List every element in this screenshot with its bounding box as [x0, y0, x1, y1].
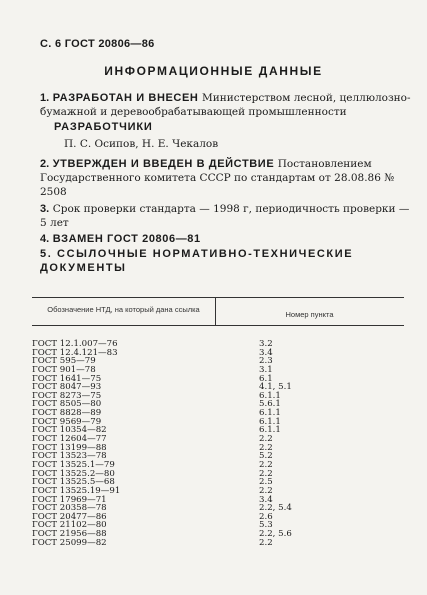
info-item-4 — [40, 232, 412, 246]
item-lead: ССЫЛОЧНЫЕ НОРМАТИВНО-ТЕХНИЧЕСКИЕ ДОКУМЕНТЫ — [40, 248, 354, 274]
document-designation: ГОСТ 20477—86 — [32, 511, 107, 522]
clause-number: 2.3 — [259, 356, 273, 367]
table-row — [32, 539, 404, 548]
clause-number: 3.1 — [259, 364, 273, 375]
item-number: 3. — [40, 203, 50, 215]
document-designation: ГОСТ 13525.19—91 — [32, 485, 121, 496]
document-designation: ГОСТ 21102—80 — [32, 520, 107, 531]
clause-number: 2.6 — [259, 511, 273, 522]
info-item-5 — [40, 247, 420, 275]
clause-number: 6.1 — [259, 373, 273, 384]
clause-number: 5.6.1 — [259, 399, 281, 410]
running-head: С. 6 ГОСТ 20806—86 — [40, 38, 155, 50]
document-designation: ГОСТ 13525.5—68 — [32, 477, 115, 488]
clause-number: 6.1.1 — [259, 390, 281, 401]
info-item-2 — [40, 157, 412, 199]
developers-heading: РАЗРАБОТЧИКИ — [54, 121, 153, 133]
document-designation: ГОСТ 13525.2—80 — [32, 468, 115, 479]
item-lead: ВЗАМЕН ГОСТ 20806—81 — [52, 233, 201, 245]
document-designation: ГОСТ 12.4.121—83 — [32, 347, 118, 358]
document-designation: ГОСТ 17969—71 — [32, 494, 107, 505]
clause-number: 3.4 — [259, 494, 273, 505]
clause-number: 2.5 — [259, 477, 273, 488]
document-designation: ГОСТ 901—78 — [32, 364, 96, 375]
clause-number: 6.1.1 — [259, 425, 281, 436]
document-designation: ГОСТ 9569—79 — [32, 416, 102, 427]
item-number: 5. — [40, 248, 53, 260]
document-designation: ГОСТ 1641—75 — [32, 373, 102, 384]
document-designation: ГОСТ 13199—88 — [32, 442, 107, 453]
clause-number: 2.2 — [259, 485, 273, 496]
clause-number: 3.2 — [259, 339, 273, 349]
item-number: 4. — [40, 233, 50, 245]
clause-number: 2.2 — [259, 434, 273, 445]
document-designation: ГОСТ 8828—89 — [32, 408, 102, 419]
document-designation: ГОСТ 20358—78 — [32, 503, 107, 514]
item-text: Министерством лесной, целлюлозно-бумажной и деревообрабатывающей промышленности — [40, 92, 411, 118]
info-item-3 — [40, 202, 412, 230]
clause-number: 6.1.1 — [259, 408, 281, 419]
column-header-document: Обозначение НТД, на который дана ссылка — [47, 305, 200, 314]
clause-number: 2.2 — [259, 459, 273, 470]
document-designation: ГОСТ 595—79 — [32, 356, 96, 367]
clause-number: 6.1.1 — [259, 416, 281, 427]
document-designation: ГОСТ 8047—93 — [32, 382, 102, 393]
item-lead: РАЗРАБОТАН И ВНЕСЕН — [52, 92, 199, 104]
clause-number: 4.1, 5.1 — [259, 382, 292, 393]
document-designation: ГОСТ 8505—80 — [32, 399, 102, 410]
document-designation: ГОСТ 10354—82 — [32, 425, 107, 436]
item-text: Постановлением Государственного комитета СССР по стандартам от 28.08.86 № 2508 — [40, 158, 395, 198]
clause-number: 3.4 — [259, 347, 273, 358]
item-number: 2. — [40, 158, 50, 170]
table-top-rule — [32, 297, 404, 298]
column-header-clause: Номер пункта — [285, 310, 334, 319]
clause-number: 5.3 — [259, 520, 273, 531]
clause-number: 2.2 — [259, 468, 273, 479]
info-item-1 — [40, 91, 412, 119]
clause-number: 2.2 — [259, 442, 273, 453]
item-lead: УТВЕРЖДЕН И ВВЕДЕН В ДЕЙСТВИЕ — [52, 158, 275, 170]
developers-names: П. С. Осипов, Н. Е. Чекалов — [64, 138, 219, 150]
clause-number: 2.2 — [259, 537, 273, 548]
clause-number: 5.2 — [259, 451, 273, 462]
table-body — [32, 340, 404, 547]
document-designation: ГОСТ 8273—75 — [32, 390, 102, 401]
clause-number: 2.2, 5.6 — [259, 529, 292, 540]
item-number: 1. — [40, 92, 50, 104]
document-designation: ГОСТ 25099—82 — [32, 537, 107, 548]
document-designation: ГОСТ 13525.1—79 — [32, 459, 115, 470]
table-header-rule — [32, 325, 404, 326]
document-designation: ГОСТ 12.1.007—76 — [32, 339, 118, 349]
clause-number: 2.2, 5.4 — [259, 503, 292, 514]
document-designation: ГОСТ 12604—77 — [32, 434, 107, 445]
document-designation: ГОСТ 21956—88 — [32, 529, 107, 540]
item-text: Срок проверки стандарта — 1998 г, периодичность проверки — 5 лет — [40, 203, 410, 229]
page-title: ИНФОРМАЦИОННЫЕ ДАННЫЕ — [104, 64, 323, 78]
document-designation: ГОСТ 13523—78 — [32, 451, 107, 462]
